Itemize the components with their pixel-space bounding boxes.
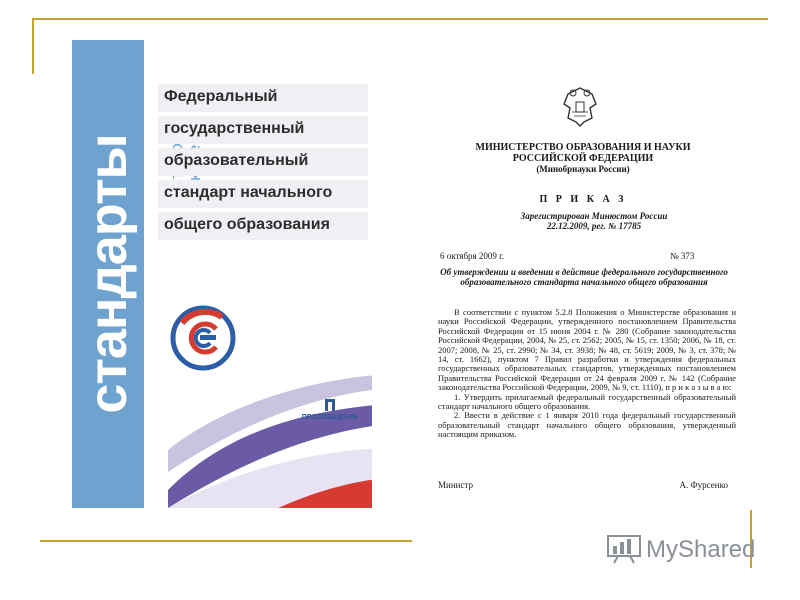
registration-note: Зарегистрирован Минюстом России 22.12.2009, рег. № 17785	[520, 211, 668, 231]
coat-of-arms-icon	[560, 84, 600, 128]
frame-line-bottom	[40, 540, 412, 542]
order-heading: Об утверждении и введении в действие федерального государственного образовательного стандарта начального общего образования	[440, 267, 728, 287]
frame-line-left	[32, 18, 34, 74]
order-paragraph: В соответствии с пунктом 5.2.8 Положения о Министерстве образования и науки Российской Федерации, утвержденного постановлением Правительства Российской Федерации от 15 июня 2004 г. № 280 (Собрание законодательства Российской Федерации, 2004, № 25, ст. 2562; 2005, № 15, ст. 1350; 2006, № 18, ст. 2007; 2008, № 25, ст. 2990; № 34, ст. 3938; № 48, ст. 5619; 2009, № 3, ст. 378; № 14, ст. 1662), пунктом 7 Правил разработки и утверждения федеральных государственных образовательных стандартов, утвержденных постановлением Правительства Российской Федерации от 24 февраля 2009 г. № 142 (Собрание законодательства Российской Федерации, 2009, № 9, ст. 1110), п р и к а з ы в а ю:	[438, 307, 736, 393]
cover-title-line: стандарт начального	[164, 184, 333, 201]
document-type: П Р И К А З	[539, 194, 627, 205]
frame-line-top	[32, 18, 768, 20]
order-body	[438, 308, 736, 440]
presentation-board-icon	[606, 534, 642, 564]
cover-title-line: общего образования	[164, 216, 330, 233]
signer-name: А. Фурсенко	[679, 480, 728, 490]
ministry-header: МИНИСТЕРСТВО ОБРАЗОВАНИЯ И НАУКИ РОССИЙСКОЙ ФЕДЕРАЦИИ (Минобрнауки России)	[475, 142, 691, 174]
cover-title-line: образовательный	[164, 152, 309, 169]
order-document	[414, 72, 752, 508]
publisher-logo	[285, 398, 372, 421]
book-cover	[72, 40, 372, 508]
publisher-name: ПРОСВЕЩЕНИЕ	[301, 414, 359, 421]
standard-logo-icon	[170, 305, 236, 371]
spine-title: стандарты	[78, 134, 138, 414]
myshared-logo[interactable]	[606, 528, 766, 572]
myshared-brand-text: MyShared	[646, 536, 756, 563]
order-paragraph: 2. Ввести в действие с 1 января 2010 года федеральный государственный образовательный стандарт начального общего образования, утвержденный настоящим приказом.	[438, 410, 736, 440]
cover-title-line: Федеральный	[164, 88, 278, 105]
cover-title-line: государственный	[164, 120, 305, 137]
signature-row	[438, 480, 728, 490]
order-date: 6 октября 2009 г.	[440, 251, 505, 261]
order-number: № 373	[670, 251, 695, 261]
order-paragraph: 1. Утвердить прилагаемый федеральный государственный образовательный стандарт начального общего образования.	[438, 391, 736, 412]
signer-title: Министр	[438, 480, 473, 490]
publisher-mark-icon	[323, 398, 337, 412]
